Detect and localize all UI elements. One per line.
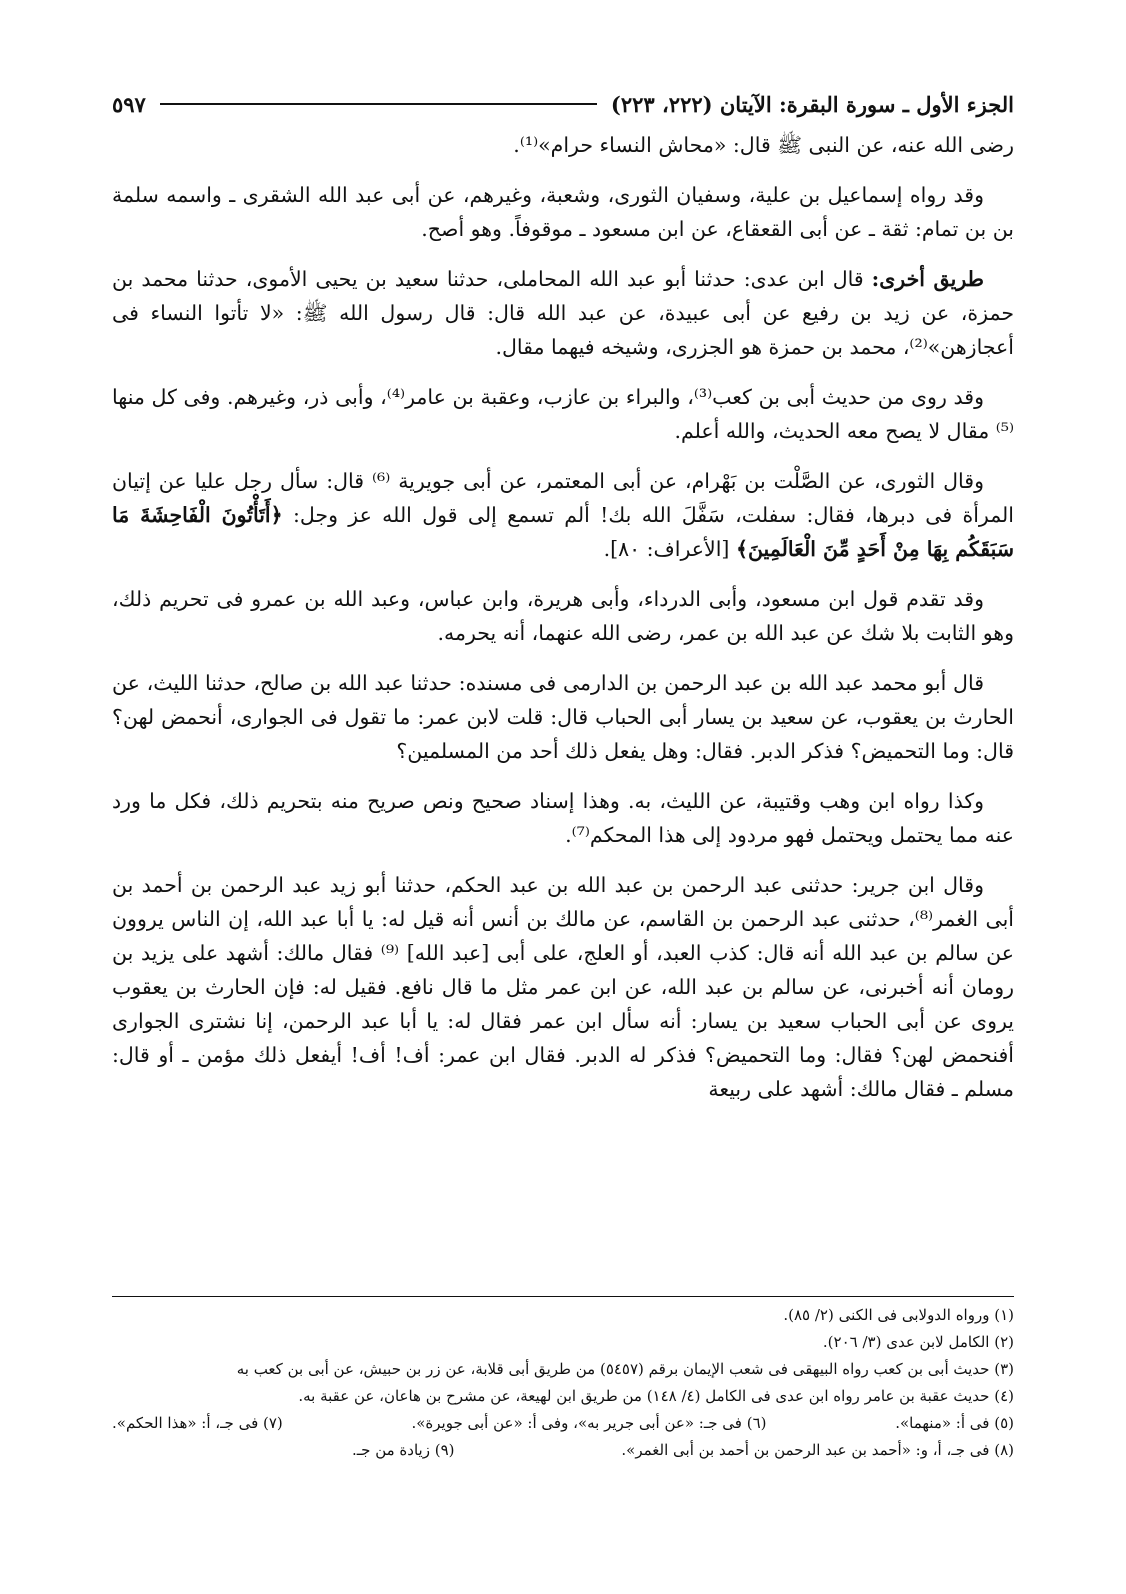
footnote-4: (٤) حديث عقبة بن عامر رواه ابن عدى فى الكامل (٤/ ١٤٨) من طريق ابن لهيعة، عن مشرح بن هاعان، عن عقبة به. [298,1387,1014,1405]
paragraph-3-text: قال ابن عدى: حدثنا أبو عبد الله المحاملى، حدثنا سعيد بن يحيى الأموى، حدثنا محمد بن حمزة، عن زيد بن رفيع عن أبى عبيدة، عن عبد الله قال: قال رسول الله ﷺ: «لا تأتوا النساء فى أعجازهن»⁽²⁾، محمد بن حمزة هو الجزرى، وشيخه فيهما مقال. [112,267,1014,359]
main-text [112,128,1014,1122]
paragraph-2: وقد رواه إسماعيل بن علية، وسفيان الثورى، وشعبة، وغيرهم، عن أبى عبد الله الشقرى ـ واسمه سلمة بن بن تمام: ثقة ـ عن أبى القعقاع، عن ابن مسعود ـ موقوفاً. وهو أصح. [112,183,1014,241]
footnote-row-5-7 [112,1410,1014,1437]
footnote-9: (٩) زيادة من جـ. [352,1441,455,1459]
footnote-2: (٢) الكامل لابن عدى (٣/ ٢٠٦). [822,1333,1014,1351]
paragraph-6: وقد تقدم قول ابن مسعود، وأبى الدرداء، وأبى هريرة، وابن عباس، وعبد الله بن عمرو فى تحريم ذلك، وهو الثابت بلا شك عن عبد الله بن عمر، رضى الله عنهما، أنه يحرمه. [112,587,1014,645]
footnote-7: (٧) فى جـ، أ: «هذا الحكم». [112,1414,283,1432]
paragraph-9: وقال ابن جرير: حدثنى عبد الرحمن بن عبد الله بن عبد الحكم، حدثنا أبو زيد عبد الرحمن بن أحمد بن أبى الغمر⁽⁸⁾، حدثنى عبد الرحمن بن القاسم، عن مالك بن أنس أنه قيل له: يا أبا عبد الله، إن الناس يروون عن سالم بن عبد الله أنه قال: كذب العبد، أو العلج، على أبى [عبد الله] ⁽⁹⁾ فقال مالك: أشهد على يزيد بن رومان أنه أخبرنى، عن سالم بن عبد الله، عن ابن عمر مثل ما قال نافع. فقيل له: فإن الحارث بن يعقوب يروى عن أبى الحباب سعيد بن يسار: أنه سأل ابن عمر فقال له: يا أبا عبد الرحمن، إنا نشترى الجوارى أفنحمض لهن؟ فقال: وما التحميض؟ فذكر له الدبر. فقال ابن عمر: أف! أف! أيفعل ذلك مؤمن ـ أو قال: مسلم ـ فقال مالك: أشهد على ربيعة [112,873,1014,1101]
paragraph-1: رضى الله عنه، عن النبى ﷺ قال: «محاش النساء حرام»⁽¹⁾. [513,133,1014,157]
footnote-5: (٥) فى أ: «منهما». [895,1414,1014,1432]
footnote-rule [112,1296,1014,1297]
quran-quote: ﴿أَتَأْتُونَ الْفَاحِشَةَ مَا سَبَقَكُم بِهَا مِنْ أَحَدٍ مِّنَ الْعَالَمِينَ﴾ [112,503,1014,561]
footnote-row-8-9 [112,1437,1014,1464]
footnote-3: (٣) حديث أبى بن كعب رواه البيهقى فى شعب الإيمان برقم (٥٤٥٧) من طريق أبى قلابة، عن زر بن حبيش، عن أبى بن كعب به [236,1360,1014,1378]
footnote-8: (٨) فى جـ، أ، و: «أحمد بن عبد الرحمن بن أحمد بن أبى الغمر». [621,1441,1014,1459]
page-number: ٥٩٧ [112,91,146,117]
paragraph-3 [112,262,1014,364]
header-rule [160,103,597,105]
paragraph-8: وكذا رواه ابن وهب وقتيبة، عن الليث، به. وهذا إسناد صحيح ونص صريح منه بتحريم ذلك، فكل ما ورد عنه مما يحتمل ويحتمل فهو مردود إلى هذا المحكم⁽⁷⁾. [112,789,1014,847]
paragraph-5-text-b: [الأعراف: ٨٠]. [603,537,736,561]
paragraph-4: وقد روى من حديث أبى بن كعب⁽³⁾، والبراء بن عازب، وعقبة بن عامر⁽⁴⁾، وأبى ذر، وغيرهم. وفى كل منها ⁽⁵⁾ مقال لا يصح معه الحديث، والله أعلم. [112,385,1014,443]
footnote-6: (٦) فى جـ: «عن أبى جرير به»، وفى أ: «عن أبى جويرة». [411,1414,767,1432]
section-lead: طريق أخرى: [871,267,984,291]
paragraph-5 [112,464,1014,566]
paragraph-7: قال أبو محمد عبد الله بن عبد الرحمن بن الدارمى فى مسنده: حدثنا عبد الله بن صالح، حدثنا الليث، عن الحارث بن يعقوب، عن سعيد بن يسار أبى الحباب قال: قلت لابن عمر: ما تقول فى الجوارى، أنحمض لهن؟ قال: وما التحميض؟ فذكر الدبر. فقال: وهل يفعل ذلك أحد من المسلمين؟ [112,671,1014,763]
paragraph-5-text-a: وقال الثورى، عن الصَّلْت بن بَهْرام، عن أبى المعتمر، عن أبى جويرية ⁽⁶⁾ قال: سأل رجل عليا عن إتيان المرأة فى دبرها، فقال: سفلت، سَفَّلَ الله بك! ألم تسمع إلى قول الله عز وجل: [112,469,1014,527]
footnotes [112,1302,1014,1464]
running-header [112,84,1014,124]
running-title: الجزء الأول ـ سورة البقرة: الآيتان (٢٢٢، ٢٢٣) [610,91,1014,117]
footnote-1: (١) ورواه الدولابى فى الكنى (٢/ ٨٥). [783,1306,1014,1324]
